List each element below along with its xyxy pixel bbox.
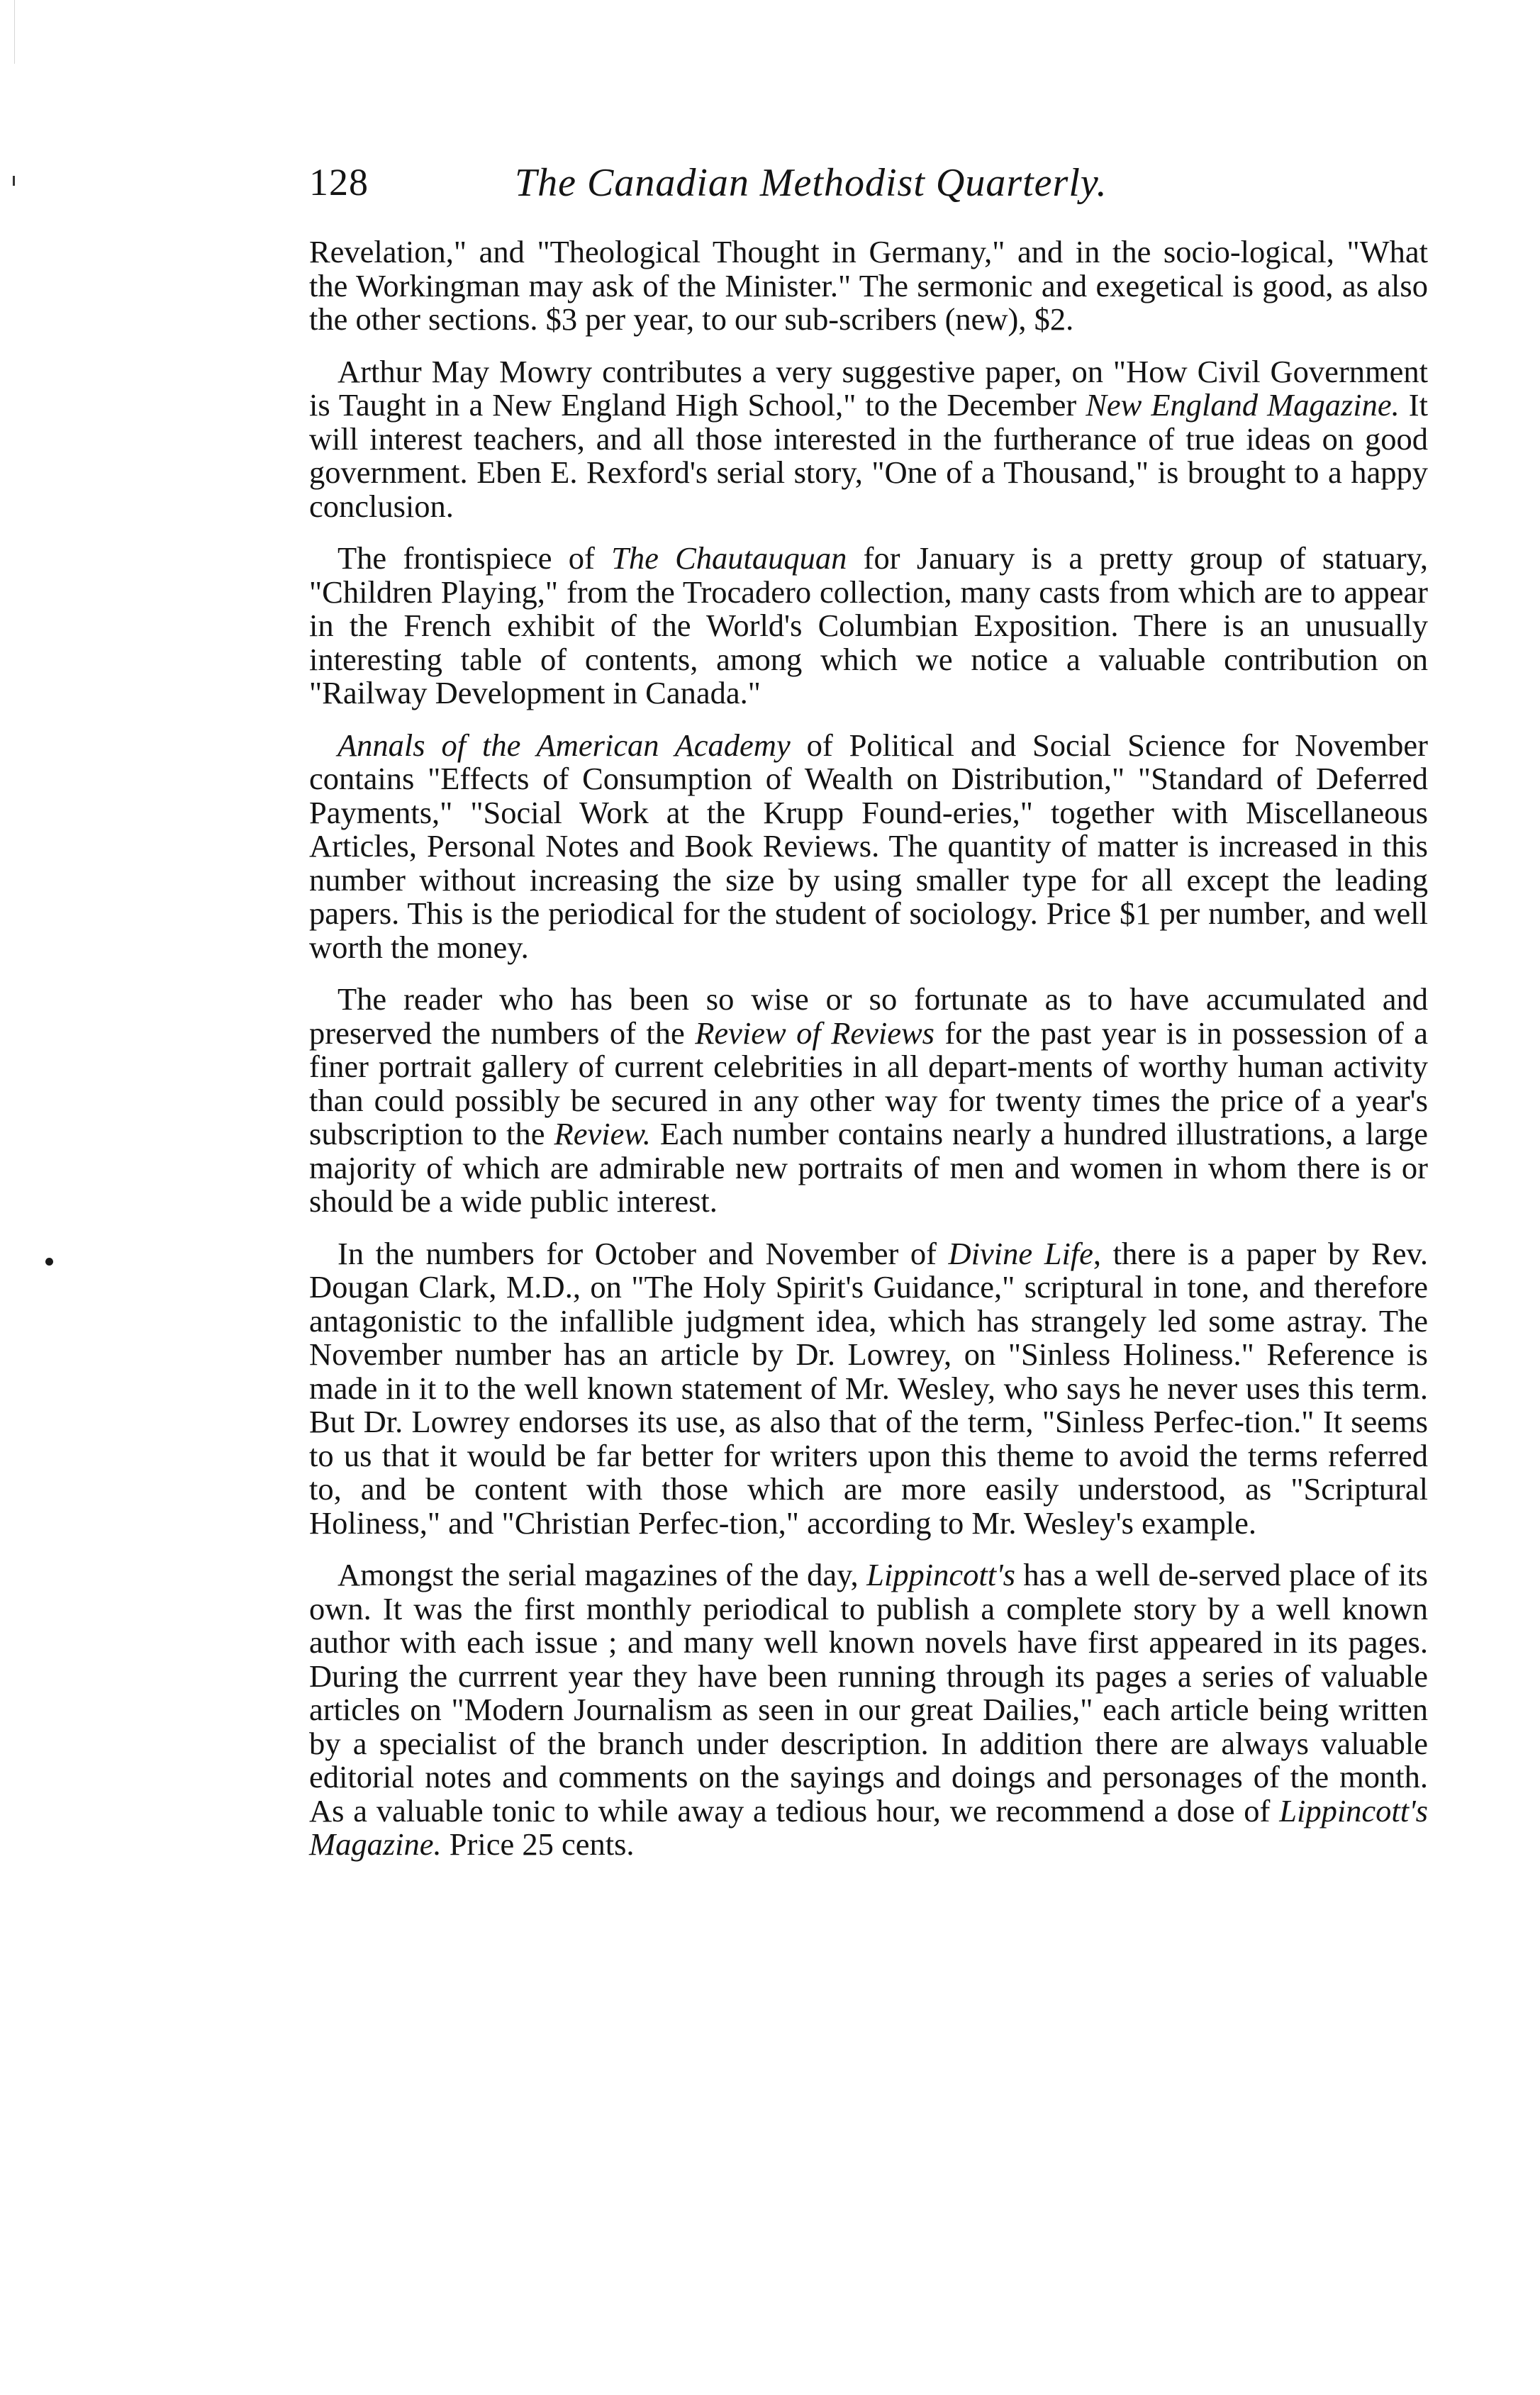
- periodical-title: New England Magazine.: [1086, 387, 1400, 423]
- paragraph-chautauquan: [309, 542, 1428, 710]
- paragraph-text: for the past year is in possession of a finer portrait gallery of current celebrities in all depart-ments of worthy human activity than could possibly be secured in any other way for twenty times the price of a year's subscription to the: [309, 1015, 1428, 1151]
- periodical-title: Divine Life: [948, 1235, 1093, 1271]
- page-header: [309, 149, 1429, 213]
- paragraph-new-england-magazine: [309, 355, 1428, 524]
- paragraph-text: Arthur May Mowry contributes a very suggestive paper, on "How Civil Government is Taught in a New England High School," to the December: [309, 353, 1428, 423]
- page-number: 128: [309, 161, 369, 203]
- margin-tick-mark: [13, 176, 15, 186]
- scan-edge-line: [14, 0, 15, 64]
- paragraph-text: Revelation," and "Theological Thought in Germany," and in the socio-logical, "What the Workingman may ask of the Minister." The sermonic and exegetical is good, as also the other sections. $3 per year, to our sub-scribers (new), $2.: [309, 234, 1428, 337]
- paragraph-text: Price 25 cents.: [441, 1826, 635, 1862]
- paragraph-divine-life: [309, 1237, 1428, 1541]
- paragraph-annals-american-academy: [309, 729, 1428, 965]
- paragraph-text: for January is a pretty group of statuary, "Children Playing," from the Trocadero collection, many casts from which are to appear in the French exhibit of the World's Columbian Exposition. There is an unusually interesting table of contents, among which we notice a valuable contribution on "Railway Development in Canada.": [309, 540, 1428, 710]
- paragraph-text: In the numbers for October and November of: [337, 1235, 949, 1271]
- margin-dot-mark: [45, 1258, 53, 1266]
- paragraph-text: The reader who has been so wise or so fortunate as to have accumulated and preserved the numbers of the: [309, 981, 1428, 1051]
- periodical-title: The Chautauquan: [611, 540, 847, 576]
- paragraph-text: has a well de-served place of its own. It was the first monthly periodical to publish a complete story by a well known author with each issue ; and many well known novels have first appeared in its pages. During the currrent year they have been running through its pages a series of valuable articles on "Modern Journalism as seen in our great Dailies," each article being written by a specialist of the branch under description. In addition there are always valuable editorial notes and comments on the sayings and doings and personages of the month. As a valuable tonic to while away a tedious hour, we recommend a dose of: [309, 1557, 1428, 1829]
- paragraph-text: Amongst the serial magazines of the day,: [337, 1557, 867, 1592]
- periodical-title: Lippincott's Magazine.: [309, 1792, 1428, 1862]
- periodical-title: Annals of the American Academy: [337, 727, 791, 763]
- paragraph-text: of Political and Social Science for November contains "Effects of Consumption of Wealth on Distribution," "Standard of Deferred Payments," "Social Work at the Krupp Found-eries," together with Miscellaneous Articles, Personal Notes and Book Reviews. The quantity of matter is increased in this number without increasing the size by using smaller type for all except the leading papers. This is the periodical for the student of sociology. Price $1 per number, and well worth the money.: [309, 727, 1429, 965]
- paragraph-text: , there is a paper by Rev. Dougan Clark, M.D., on "The Holy Spirit's Guidance," scriptural in tone, and therefore antagonistic to the infallible judgment idea, which has strangely led some astray. The November number has an article by Dr. Lowrey, on "Sinless Holiness." Reference is made in it to the well known statement of Mr. Wesley, who says he never uses this term. But Dr. Lowrey endorses its use, as also that of the term, "Sinless Perfec-tion." It seems to us that it would be far better for writers upon this theme to avoid the terms referred to, and be content with those which are more easily understood, as "Scriptural Holiness," and "Christian Perfec-tion," according to Mr. Wesley's example.: [309, 1235, 1429, 1541]
- body-text: [309, 235, 1428, 1880]
- paragraph-text: Each number contains nearly a hundred illustrations, a large majority of which are admirable new portraits of men and women in whom there is or should be a wide public interest.: [309, 1116, 1428, 1219]
- paragraph-review-of-reviews: [309, 983, 1428, 1219]
- paragraph-lippincotts: [309, 1558, 1428, 1862]
- paragraph-text: It will interest teachers, and all those interested in the furtherance of true ideas on good government. Eben E. Rexford's serial story, "One of a Thousand," is brought to a happy conclusion.: [309, 387, 1428, 524]
- periodical-title: Review.: [554, 1116, 651, 1151]
- paragraph-homiletic-review-continued: [309, 235, 1428, 337]
- paragraph-text: The frontispiece of: [337, 540, 612, 576]
- periodical-title: Review of Reviews: [695, 1015, 934, 1051]
- running-title: The Canadian Methodist Quarterly.: [515, 161, 1107, 205]
- periodical-title: Lippincott's: [866, 1557, 1015, 1592]
